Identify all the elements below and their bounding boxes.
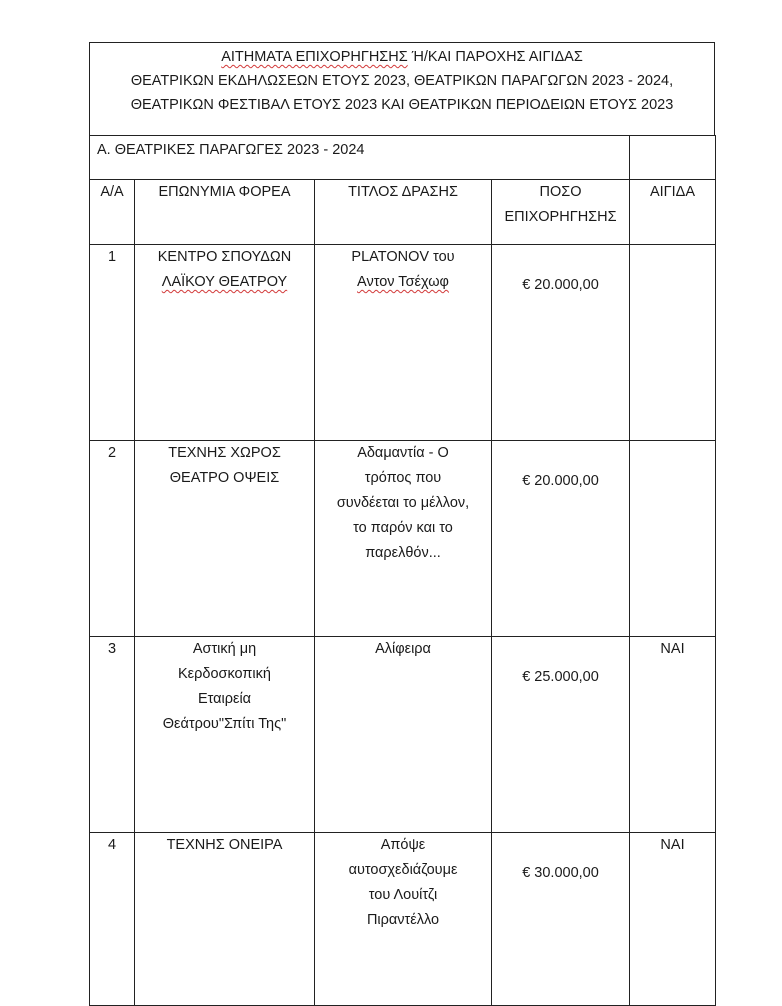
table-row [90,833,716,1006]
table-row [90,637,716,833]
row-amount: € 30.000,00 [492,833,630,1006]
title-line-1-underlined: ΑΙΤΗΜΑΤΑ ΕΠΙΧΟΡΗΓΗΣΗΣ [221,49,408,65]
title-line: τρόπος που [364,470,442,486]
section-row [90,136,716,180]
org-line: Κερδοσκοπική [178,666,271,682]
document-title-box [89,42,715,136]
org-line: Θεάτρου"Σπίτι Της" [162,716,287,732]
title-line [315,270,491,295]
org-line: ΘΕΑΤΡΟ ΟΨΕΙΣ [169,470,280,486]
org-line: ΚΕΝΤΡΟ ΣΠΟΥΔΩΝ [157,249,292,265]
title-line-3: ΘΕΑΤΡΙΚΩΝ ΦΕΣΤΙΒΑΛ ΕΤΟΥΣ 2023 ΚΑΙ ΘΕΑΤΡΙΚΩΝ ΠΕΡΙΟΔΕΙΩΝ ΕΤΟΥΣ 2023 [130,97,674,113]
header-action-title: ΤΙΤΛΟΣ ΔΡΑΣΗΣ [315,180,492,245]
row-action-title [315,637,492,833]
org-line-underlined: ΛΑΪΚΟΥ ΘΕΑΤΡΟΥ [161,274,288,290]
title-line-1 [90,45,714,69]
title-line: αυτοσχεδιάζουμε [348,862,458,878]
row-organization [135,245,315,441]
header-organization: ΕΠΩΝΥΜΙΑ ΦΟΡΕΑ [135,180,315,245]
table-row [90,245,716,441]
row-aegis: ΝΑΙ [630,833,716,1006]
row-number: 2 [90,441,135,637]
org-line: Αστική μη [192,641,257,657]
row-aegis [630,441,716,637]
row-action-title [315,245,492,441]
row-amount: € 25.000,00 [492,637,630,833]
row-action-title [315,833,492,1006]
title-line: συνδέεται το μέλλον, [336,495,470,511]
grants-table [89,135,716,1006]
header-amount [492,180,630,245]
row-aegis: ΝΑΙ [630,637,716,833]
table-row [90,441,716,637]
org-line: ΤΕΧΝΗΣ ΟΝΕΙΡΑ [166,837,283,853]
header-amount-line-2: ΕΠΙΧΟΡΗΓΗΣΗΣ [504,209,617,225]
row-number: 4 [90,833,135,1006]
row-organization [135,637,315,833]
header-amount-line-1: ΠΟΣΟ [539,184,582,200]
org-line [135,270,314,295]
row-number: 1 [90,245,135,441]
title-line: του Λουίτζι [368,887,438,903]
title-line: Πιραντέλλο [366,912,440,928]
title-line: Αλίφειρα [375,641,431,657]
title-line: PLATONOV του [351,249,455,265]
row-aegis [630,245,716,441]
row-organization [135,441,315,637]
header-row [90,180,716,245]
document-sheet [89,42,715,1006]
org-line: Εταιρεία [197,691,252,707]
row-amount: € 20.000,00 [492,441,630,637]
title-line-2: ΘΕΑΤΡΙΚΩΝ ΕΚΔΗΛΩΣΕΩΝ ΕΤΟΥΣ 2023, ΘΕΑΤΡΙΚΩΝ ΠΑΡΑΓΩΓΩΝ 2023 - 2024, [130,73,674,89]
section-label: Α. ΘΕΑΤΡΙΚΕΣ ΠΑΡΑΓΩΓΕΣ 2023 - 2024 [90,136,630,180]
header-aegis: ΑΙΓΙΔΑ [630,180,716,245]
row-amount: € 20.000,00 [492,245,630,441]
title-line: Απόψε [380,837,426,853]
title-line: το παρόν και το [353,520,453,536]
org-line: ΤΕΧΝΗΣ ΧΩΡΟΣ [168,445,281,461]
section-empty-cell [630,136,716,180]
title-line-underlined: Αντον Τσέχωφ [357,274,449,290]
title-line: παρελθόν... [365,545,441,561]
row-number: 3 [90,637,135,833]
title-line: Αδαμαντία - Ο [357,445,449,461]
title-line-1-rest: Ή/ΚΑΙ ΠΑΡΟΧΗΣ ΑΙΓΙΔΑΣ [407,49,583,65]
row-organization [135,833,315,1006]
header-aa: Α/Α [90,180,135,245]
row-action-title [315,441,492,637]
